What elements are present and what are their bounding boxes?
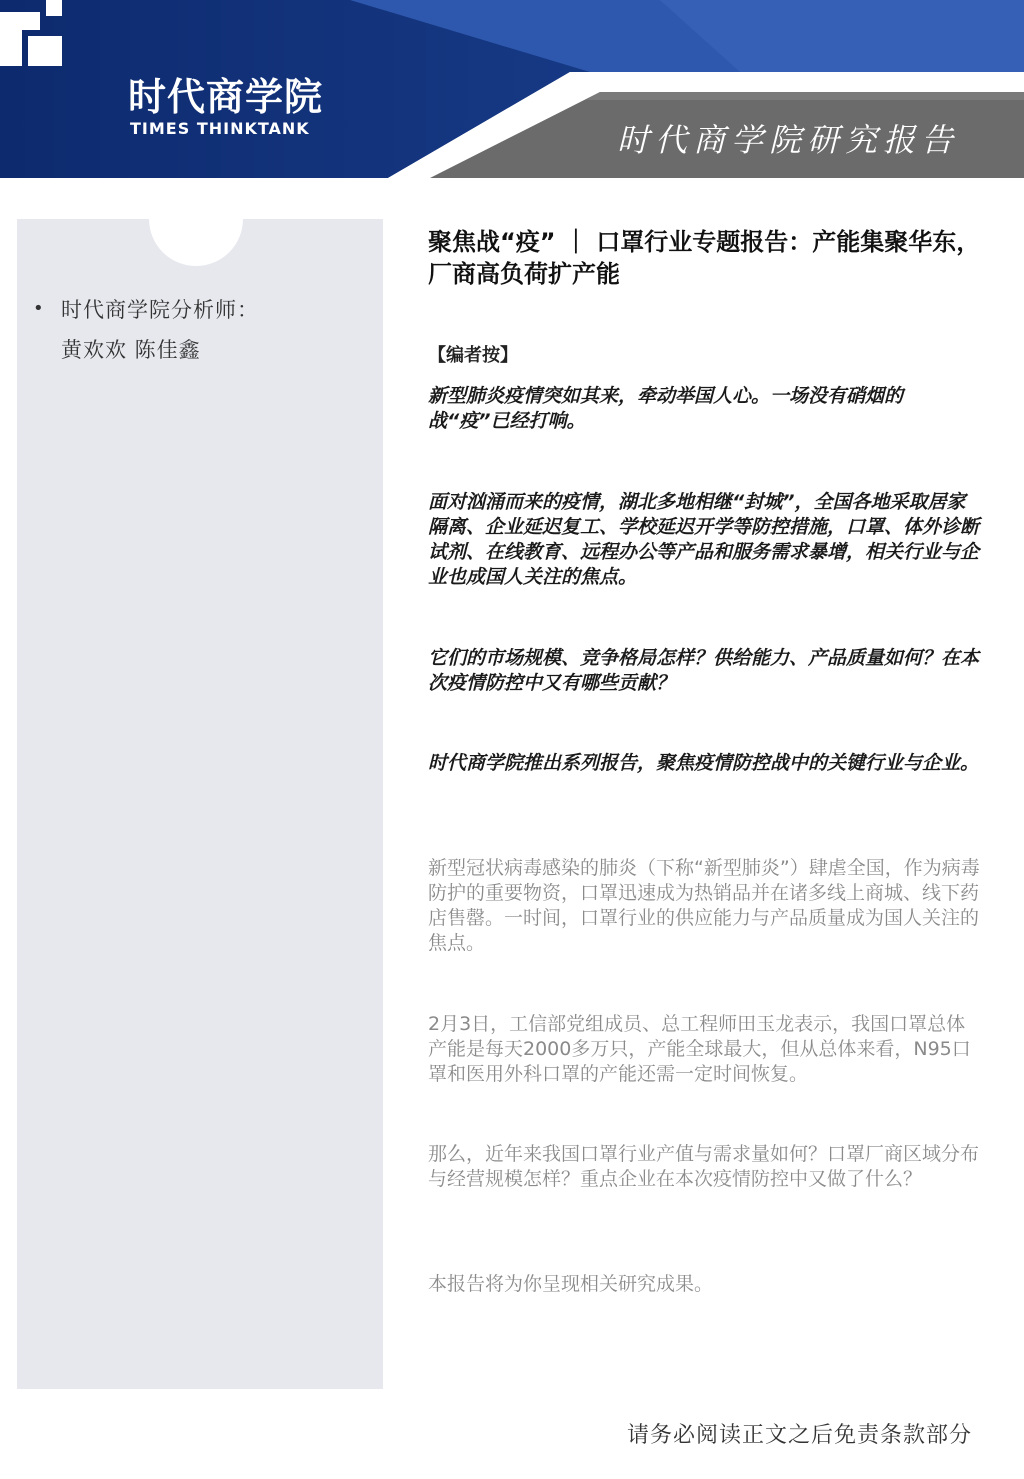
logo-icon (0, 0, 62, 66)
body-paragraph: 本报告将为你呈现相关研究成果。 (428, 1273, 714, 1295)
report-series-label: 时代商学院研究报告 (617, 121, 960, 159)
body-paragraph: 那么，近年来我国口罩行业产值与需求量如何？口罩厂商区域分布与经营规模怎样？重点企业在本次疫情防控中又做了什么？ (428, 1143, 980, 1190)
analyst-label: 时代商学院分析师： (61, 298, 259, 322)
editor-paragraph: 新型肺炎疫情突如其来，牵动举国人心。一场没有硝烟的战“疫”已经打响。 (428, 385, 904, 432)
logo-name-en: TIMES THINKTANK (130, 119, 310, 138)
editor-paragraph: 时代商学院推出系列报告，聚焦疫情防控战中的关键行业与企业。 (428, 752, 980, 774)
report-title: 聚焦战“疫” ｜ 口罩行业专题报告：产能集聚华东，厂商高负荷扩产能 (428, 228, 981, 288)
editor-paragraph: 它们的市场规模、竞争格局怎样？供给能力、产品质量如何？在本次疫情防控中又有哪些贡献？ (428, 647, 980, 694)
editor-note-label: 【编者按】 (428, 345, 518, 366)
body-paragraph: 2月3日，工信部党组成员、总工程师田玉龙表示，我国口罩总体产能是每天2000多万只，产能全球最大，但从总体来看，N95口罩和医用外科口罩的产能还需一定时间恢复。 (428, 1013, 971, 1085)
report-header (0, 0, 1024, 178)
sidebar-panel (17, 219, 383, 1389)
bullet-icon: • (33, 298, 44, 319)
disclaimer-note: 请务必阅读正文之后免责条款部分 (626, 1423, 972, 1448)
body-paragraph: 新型冠状病毒感染的肺炎（下称“新型肺炎”）肆虐全国，作为病毒防护的重要物资，口罩迅速成为热销品并在诸多线上商城、线下药店售罄。一时间，口罩行业的供应能力与产品质量成为国人关注的焦点。 (428, 857, 980, 954)
analyst-names: 黄欢欢 陈佳鑫 (61, 338, 201, 362)
logo-name-cn: 时代商学院 (128, 75, 324, 119)
editor-paragraph: 面对汹涌而来的疫情，湖北多地相继“封城”，全国各地采取居家隔离、企业延迟复工、学校延迟开学等防控措施，口罩、体外诊断试剂、在线教育、远程办公等产品和服务需求暴增，相关行业与企业也成国人关注的焦点。 (428, 491, 980, 588)
